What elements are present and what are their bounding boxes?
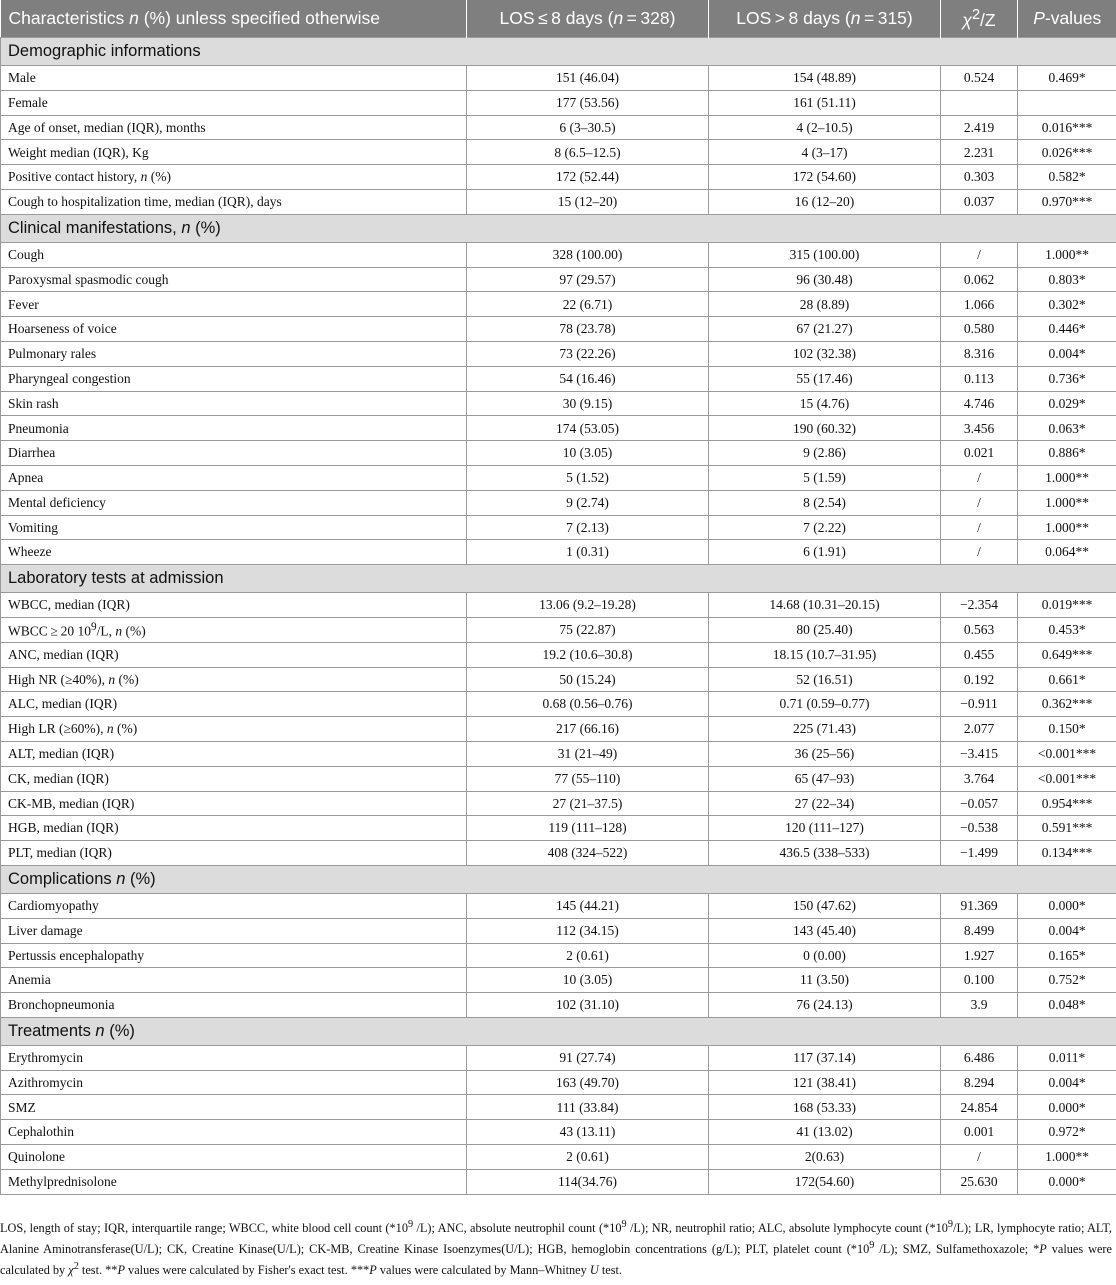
los-gt-8-cell: 172(54.60) bbox=[709, 1169, 941, 1194]
table-row bbox=[1, 741, 1116, 766]
los-gt-8-cell: 436.5 (338–533) bbox=[709, 841, 941, 866]
characteristic-cell: High LR (≥60%), n (%) bbox=[1, 717, 467, 742]
chi2-z-cell: 2.077 bbox=[941, 717, 1018, 742]
p-value-cell: 0.000* bbox=[1018, 893, 1116, 918]
table-row bbox=[1, 968, 1116, 993]
los-le-8-cell: 91 (27.74) bbox=[467, 1045, 709, 1070]
table-row bbox=[1, 816, 1116, 841]
los-gt-8-cell: 0 (0.00) bbox=[709, 943, 941, 968]
los-le-8-cell: 145 (44.21) bbox=[467, 893, 709, 918]
p-value-cell: 0.011* bbox=[1018, 1045, 1116, 1070]
chi2-z-cell: / bbox=[941, 515, 1018, 540]
table-row bbox=[1, 1045, 1116, 1070]
los-gt-8-cell: 161 (51.11) bbox=[709, 90, 941, 115]
characteristic-cell: WBCC, median (IQR) bbox=[1, 593, 467, 618]
characteristic-cell: Weight median (IQR), Kg bbox=[1, 140, 467, 165]
characteristic-cell: ANC, median (IQR) bbox=[1, 642, 467, 667]
chi2-z-cell: 0.524 bbox=[941, 66, 1018, 91]
table-row bbox=[1, 617, 1116, 642]
chi2-z-cell: 3.764 bbox=[941, 766, 1018, 791]
chi2-z-cell: 2.419 bbox=[941, 115, 1018, 140]
p-value-cell bbox=[1018, 90, 1116, 115]
characteristic-cell: HGB, median (IQR) bbox=[1, 816, 467, 841]
los-gt-8-cell: 168 (53.33) bbox=[709, 1095, 941, 1120]
los-gt-8-cell: 7 (2.22) bbox=[709, 515, 941, 540]
los-gt-8-cell: 14.68 (10.31–20.15) bbox=[709, 593, 941, 618]
los-le-8-cell: 172 (52.44) bbox=[467, 165, 709, 190]
p-value-cell: 0.649*** bbox=[1018, 642, 1116, 667]
header-los-gt-8: LOS > 8 days (n = 315) bbox=[709, 0, 941, 38]
chi2-z-cell: 1.066 bbox=[941, 292, 1018, 317]
section-title: Treatments n (%) bbox=[1, 1017, 1116, 1045]
los-le-8-cell: 6 (3–30.5) bbox=[467, 115, 709, 140]
table-header-row bbox=[1, 0, 1116, 38]
section-header-row bbox=[1, 38, 1116, 66]
p-value-cell: 0.063* bbox=[1018, 416, 1116, 441]
chi2-z-cell: 25.630 bbox=[941, 1169, 1018, 1194]
table-row bbox=[1, 66, 1116, 91]
p-value-cell: 0.591*** bbox=[1018, 816, 1116, 841]
table-row bbox=[1, 993, 1116, 1018]
los-gt-8-cell: 9 (2.86) bbox=[709, 441, 941, 466]
section-header-row bbox=[1, 865, 1116, 893]
table-row bbox=[1, 341, 1116, 366]
los-gt-8-cell: 41 (13.02) bbox=[709, 1120, 941, 1145]
chi2-z-cell: 0.580 bbox=[941, 317, 1018, 342]
los-le-8-cell: 30 (9.15) bbox=[467, 391, 709, 416]
table-row bbox=[1, 515, 1116, 540]
los-le-8-cell: 15 (12–20) bbox=[467, 189, 709, 214]
los-le-8-cell: 151 (46.04) bbox=[467, 66, 709, 91]
p-value-cell: 0.469* bbox=[1018, 66, 1116, 91]
p-value-cell: 0.803* bbox=[1018, 267, 1116, 292]
chi2-z-cell: 0.192 bbox=[941, 667, 1018, 692]
characteristic-cell: Age of onset, median (IQR), months bbox=[1, 115, 467, 140]
table-row bbox=[1, 1120, 1116, 1145]
los-le-8-cell: 177 (53.56) bbox=[467, 90, 709, 115]
los-le-8-cell: 31 (21–49) bbox=[467, 741, 709, 766]
p-value-cell: <0.001*** bbox=[1018, 766, 1116, 791]
los-gt-8-cell: 121 (38.41) bbox=[709, 1070, 941, 1095]
chi2-z-cell: 8.294 bbox=[941, 1070, 1018, 1095]
characteristic-cell: Bronchopneumonia bbox=[1, 993, 467, 1018]
chi2-z-cell: 0.303 bbox=[941, 165, 1018, 190]
los-gt-8-cell: 55 (17.46) bbox=[709, 366, 941, 391]
los-gt-8-cell: 18.15 (10.7–31.95) bbox=[709, 642, 941, 667]
table-row bbox=[1, 766, 1116, 791]
los-le-8-cell: 217 (66.16) bbox=[467, 717, 709, 742]
table-row bbox=[1, 115, 1116, 140]
section-header-row bbox=[1, 1017, 1116, 1045]
characteristic-cell: CK-MB, median (IQR) bbox=[1, 791, 467, 816]
p-value-cell: 0.165* bbox=[1018, 943, 1116, 968]
section-header-row bbox=[1, 565, 1116, 593]
p-value-cell: 0.134*** bbox=[1018, 841, 1116, 866]
los-gt-8-cell: 102 (32.38) bbox=[709, 341, 941, 366]
header-p-values: P-values bbox=[1018, 0, 1116, 38]
los-gt-8-cell: 190 (60.32) bbox=[709, 416, 941, 441]
los-gt-8-cell: 5 (1.59) bbox=[709, 465, 941, 490]
characteristic-cell: Diarrhea bbox=[1, 441, 467, 466]
characteristic-cell: Cardiomyopathy bbox=[1, 893, 467, 918]
characteristic-cell: Pulmonary rales bbox=[1, 341, 467, 366]
table-row bbox=[1, 317, 1116, 342]
chi2-z-cell: / bbox=[941, 490, 1018, 515]
table-row bbox=[1, 165, 1116, 190]
characteristic-cell: Fever bbox=[1, 292, 467, 317]
characteristic-cell: Mental deficiency bbox=[1, 490, 467, 515]
los-le-8-cell: 50 (15.24) bbox=[467, 667, 709, 692]
chi2-z-cell: 91.369 bbox=[941, 893, 1018, 918]
los-le-8-cell: 119 (111–128) bbox=[467, 816, 709, 841]
chi2-z-cell: 0.113 bbox=[941, 366, 1018, 391]
header-chi2-z: $\chi^2/Z$ bbox=[941, 0, 1018, 38]
los-le-8-cell: 8 (6.5–12.5) bbox=[467, 140, 709, 165]
chi2-z-cell: 1.927 bbox=[941, 943, 1018, 968]
los-gt-8-cell: 4 (3–17) bbox=[709, 140, 941, 165]
los-le-8-cell: 10 (3.05) bbox=[467, 968, 709, 993]
table-row bbox=[1, 667, 1116, 692]
chi2-z-cell: −1.499 bbox=[941, 841, 1018, 866]
table-row bbox=[1, 1070, 1116, 1095]
table-row bbox=[1, 943, 1116, 968]
los-le-8-cell: 78 (23.78) bbox=[467, 317, 709, 342]
p-value-cell: 0.000* bbox=[1018, 1095, 1116, 1120]
p-value-cell: 0.954*** bbox=[1018, 791, 1116, 816]
table-row bbox=[1, 1169, 1116, 1194]
los-gt-8-cell: 27 (22–34) bbox=[709, 791, 941, 816]
chi2-z-cell: 0.037 bbox=[941, 189, 1018, 214]
characteristic-cell: Pharyngeal congestion bbox=[1, 366, 467, 391]
table-row bbox=[1, 490, 1116, 515]
p-value-cell: 0.736* bbox=[1018, 366, 1116, 391]
characteristic-cell: ALT, median (IQR) bbox=[1, 741, 467, 766]
los-gt-8-cell: 52 (16.51) bbox=[709, 667, 941, 692]
los-le-8-cell: 27 (21–37.5) bbox=[467, 791, 709, 816]
chi2-z-cell: 0.563 bbox=[941, 617, 1018, 642]
los-le-8-cell: 75 (22.87) bbox=[467, 617, 709, 642]
characteristic-cell: Azithromycin bbox=[1, 1070, 467, 1095]
header-los-le-8: LOS ≤ 8 days (n = 328) bbox=[467, 0, 709, 38]
los-le-8-cell: 111 (33.84) bbox=[467, 1095, 709, 1120]
los-le-8-cell: 19.2 (10.6–30.8) bbox=[467, 642, 709, 667]
characteristic-cell: Liver damage bbox=[1, 918, 467, 943]
chi2-z-cell: 2.231 bbox=[941, 140, 1018, 165]
characteristic-cell: Skin rash bbox=[1, 391, 467, 416]
p-value-cell: 0.004* bbox=[1018, 1070, 1116, 1095]
table-row bbox=[1, 893, 1116, 918]
los-gt-8-cell: 80 (25.40) bbox=[709, 617, 941, 642]
p-value-cell: 0.886* bbox=[1018, 441, 1116, 466]
table-row bbox=[1, 717, 1116, 742]
table-footnote: LOS, length of stay; IQR, interquartile range; WBCC, white blood cell count ($*10^9$ /L); ANC, absolute neutrophil count ($*10^9$ /L); NR, neutrophil ratio; ALC, absolute lymphocyte count $(*10^9/L)$; LR, lymphocyte ratio; ALT, Alanine Aminotransferase(U/L); CK, Creatine Kinase(U/L); CK-MB, Creatine Kinase Isoenzymes(U/L); HGB, hemoglobin concentrations (g/L); PLT, platelet count ($*10^9$ /L); SMZ, Sulfamethoxazole; *P values were calculated by $\chi^2$ test. **P values were calculated by Fisher's exact test. ***P values were calculated by Mann–Whitney U test. bbox=[0, 1219, 1112, 1278]
p-value-cell: 1.000** bbox=[1018, 242, 1116, 267]
characteristic-cell: Cough to hospitalization time, median (IQR), days bbox=[1, 189, 467, 214]
characteristic-cell: Male bbox=[1, 66, 467, 91]
header-characteristics: Characteristics n (%) unless specified otherwise bbox=[1, 0, 467, 38]
chi2-z-cell: 24.854 bbox=[941, 1095, 1018, 1120]
section-title: Demographic informations bbox=[1, 38, 1116, 66]
characteristic-cell: Hoarseness of voice bbox=[1, 317, 467, 342]
table-row bbox=[1, 292, 1116, 317]
p-value-cell: 0.972* bbox=[1018, 1120, 1116, 1145]
chi2-z-cell: / bbox=[941, 1145, 1018, 1170]
table-row bbox=[1, 465, 1116, 490]
los-le-8-cell: 22 (6.71) bbox=[467, 292, 709, 317]
los-gt-8-cell: 15 (4.76) bbox=[709, 391, 941, 416]
table-row bbox=[1, 791, 1116, 816]
p-value-cell: 0.453* bbox=[1018, 617, 1116, 642]
p-value-cell: 0.446* bbox=[1018, 317, 1116, 342]
characteristic-cell: Paroxysmal spasmodic cough bbox=[1, 267, 467, 292]
los-gt-8-cell: 117 (37.14) bbox=[709, 1045, 941, 1070]
los-gt-8-cell: 120 (111–127) bbox=[709, 816, 941, 841]
los-le-8-cell: 163 (49.70) bbox=[467, 1070, 709, 1095]
chi2-z-cell bbox=[941, 90, 1018, 115]
chi2-z-cell: 3.9 bbox=[941, 993, 1018, 1018]
los-gt-8-cell: 172 (54.60) bbox=[709, 165, 941, 190]
los-gt-8-cell: 315 (100.00) bbox=[709, 242, 941, 267]
los-le-8-cell: 43 (13.11) bbox=[467, 1120, 709, 1145]
los-le-8-cell: 77 (55–110) bbox=[467, 766, 709, 791]
los-le-8-cell: 7 (2.13) bbox=[467, 515, 709, 540]
los-le-8-cell: 10 (3.05) bbox=[467, 441, 709, 466]
los-le-8-cell: 408 (324–522) bbox=[467, 841, 709, 866]
chi2-z-cell: −0.538 bbox=[941, 816, 1018, 841]
chi2-z-cell: / bbox=[941, 242, 1018, 267]
los-gt-8-cell: 6 (1.91) bbox=[709, 540, 941, 565]
section-title: Complications n (%) bbox=[1, 865, 1116, 893]
p-value-cell: 0.970*** bbox=[1018, 189, 1116, 214]
characteristic-cell: Anemia bbox=[1, 968, 467, 993]
chi2-z-cell: 0.021 bbox=[941, 441, 1018, 466]
p-value-cell: 0.362*** bbox=[1018, 692, 1116, 717]
los-gt-8-cell: 225 (71.43) bbox=[709, 717, 941, 742]
table-row bbox=[1, 366, 1116, 391]
p-value-cell: 0.302* bbox=[1018, 292, 1116, 317]
los-le-8-cell: 97 (29.57) bbox=[467, 267, 709, 292]
table-row bbox=[1, 642, 1116, 667]
characteristic-cell: Vomiting bbox=[1, 515, 467, 540]
chi2-z-cell: 0.062 bbox=[941, 267, 1018, 292]
los-gt-8-cell: 67 (21.27) bbox=[709, 317, 941, 342]
los-gt-8-cell: 36 (25–56) bbox=[709, 741, 941, 766]
p-value-cell: 0.019*** bbox=[1018, 593, 1116, 618]
p-value-cell: 0.000* bbox=[1018, 1169, 1116, 1194]
table-row bbox=[1, 242, 1116, 267]
los-le-8-cell: 5 (1.52) bbox=[467, 465, 709, 490]
los-gt-8-cell: 150 (47.62) bbox=[709, 893, 941, 918]
los-le-8-cell: 112 (34.15) bbox=[467, 918, 709, 943]
characteristic-cell: Positive contact history, n (%) bbox=[1, 165, 467, 190]
characteristic-cell: Quinolone bbox=[1, 1145, 467, 1170]
chi2-z-cell: 8.499 bbox=[941, 918, 1018, 943]
los-le-8-cell: 1 (0.31) bbox=[467, 540, 709, 565]
chi2-z-cell: 4.746 bbox=[941, 391, 1018, 416]
characteristic-cell: PLT, median (IQR) bbox=[1, 841, 467, 866]
table-row bbox=[1, 90, 1116, 115]
p-value-cell: 0.026*** bbox=[1018, 140, 1116, 165]
section-title: Clinical manifestations, n (%) bbox=[1, 214, 1116, 242]
table-row bbox=[1, 841, 1116, 866]
los-le-8-cell: 102 (31.10) bbox=[467, 993, 709, 1018]
characteristic-cell: WBCC ≥ 20 $10^9/L$, n (%) bbox=[1, 617, 467, 642]
chi2-z-cell: 0.001 bbox=[941, 1120, 1018, 1145]
chi2-z-cell: 0.455 bbox=[941, 642, 1018, 667]
los-le-8-cell: 174 (53.05) bbox=[467, 416, 709, 441]
characteristic-cell: Erythromycin bbox=[1, 1045, 467, 1070]
characteristic-cell: Wheeze bbox=[1, 540, 467, 565]
chi2-z-cell: −0.057 bbox=[941, 791, 1018, 816]
table-row bbox=[1, 189, 1116, 214]
p-value-cell: 0.752* bbox=[1018, 968, 1116, 993]
chi2-z-cell: 3.456 bbox=[941, 416, 1018, 441]
p-value-cell: <0.001*** bbox=[1018, 741, 1116, 766]
chi2-z-cell: −0.911 bbox=[941, 692, 1018, 717]
table-row bbox=[1, 1095, 1116, 1120]
los-le-8-cell: 73 (22.26) bbox=[467, 341, 709, 366]
los-gt-8-cell: 76 (24.13) bbox=[709, 993, 941, 1018]
los-gt-8-cell: 28 (8.89) bbox=[709, 292, 941, 317]
chi2-z-cell: 0.100 bbox=[941, 968, 1018, 993]
characteristic-cell: Female bbox=[1, 90, 467, 115]
chi2-z-cell: / bbox=[941, 465, 1018, 490]
chi2-z-cell: / bbox=[941, 540, 1018, 565]
characteristic-cell: ALC, median (IQR) bbox=[1, 692, 467, 717]
p-value-cell: 0.048* bbox=[1018, 993, 1116, 1018]
table-row bbox=[1, 1145, 1116, 1170]
p-value-cell: 0.029* bbox=[1018, 391, 1116, 416]
table-row bbox=[1, 540, 1116, 565]
p-value-cell: 1.000** bbox=[1018, 1145, 1116, 1170]
los-gt-8-cell: 0.71 (0.59–0.77) bbox=[709, 692, 941, 717]
section-title: Laboratory tests at admission bbox=[1, 565, 1116, 593]
chi2-z-cell: 6.486 bbox=[941, 1045, 1018, 1070]
los-le-8-cell: 2 (0.61) bbox=[467, 1145, 709, 1170]
los-gt-8-cell: 11 (3.50) bbox=[709, 968, 941, 993]
los-le-8-cell: 9 (2.74) bbox=[467, 490, 709, 515]
characteristic-cell: Cephalothin bbox=[1, 1120, 467, 1145]
characteristic-cell: Apnea bbox=[1, 465, 467, 490]
los-gt-8-cell: 154 (48.89) bbox=[709, 66, 941, 91]
los-gt-8-cell: 65 (47–93) bbox=[709, 766, 941, 791]
table-row bbox=[1, 692, 1116, 717]
p-value-cell: 0.064** bbox=[1018, 540, 1116, 565]
los-gt-8-cell: 4 (2–10.5) bbox=[709, 115, 941, 140]
los-gt-8-cell: 16 (12–20) bbox=[709, 189, 941, 214]
table-row bbox=[1, 416, 1116, 441]
characteristic-cell: Pneumonia bbox=[1, 416, 467, 441]
los-gt-8-cell: 2(0.63) bbox=[709, 1145, 941, 1170]
table-row bbox=[1, 267, 1116, 292]
chi2-z-cell: −2.354 bbox=[941, 593, 1018, 618]
table-row bbox=[1, 441, 1116, 466]
los-le-8-cell: 328 (100.00) bbox=[467, 242, 709, 267]
table-row bbox=[1, 391, 1116, 416]
los-gt-8-cell: 96 (30.48) bbox=[709, 267, 941, 292]
section-header-row bbox=[1, 214, 1116, 242]
characteristic-cell: Pertussis encephalopathy bbox=[1, 943, 467, 968]
table-row bbox=[1, 593, 1116, 618]
characteristic-cell: High NR (≥40%), n (%) bbox=[1, 667, 467, 692]
los-le-8-cell: 54 (16.46) bbox=[467, 366, 709, 391]
los-le-8-cell: 13.06 (9.2–19.28) bbox=[467, 593, 709, 618]
p-value-cell: 0.582* bbox=[1018, 165, 1116, 190]
table-row bbox=[1, 140, 1116, 165]
los-le-8-cell: 114(34.76) bbox=[467, 1169, 709, 1194]
p-value-cell: 0.016*** bbox=[1018, 115, 1116, 140]
characteristic-cell: SMZ bbox=[1, 1095, 467, 1120]
chi2-z-cell: −3.415 bbox=[941, 741, 1018, 766]
p-value-cell: 1.000** bbox=[1018, 515, 1116, 540]
p-value-cell: 0.004* bbox=[1018, 341, 1116, 366]
los-le-8-cell: 2 (0.61) bbox=[467, 943, 709, 968]
los-le-8-cell: 0.68 (0.56–0.76) bbox=[467, 692, 709, 717]
characteristic-cell: Cough bbox=[1, 242, 467, 267]
los-gt-8-cell: 8 (2.54) bbox=[709, 490, 941, 515]
p-value-cell: 1.000** bbox=[1018, 465, 1116, 490]
chi2-z-cell: 8.316 bbox=[941, 341, 1018, 366]
characteristic-cell: CK, median (IQR) bbox=[1, 766, 467, 791]
p-value-cell: 0.004* bbox=[1018, 918, 1116, 943]
p-value-cell: 0.661* bbox=[1018, 667, 1116, 692]
los-gt-8-cell: 143 (45.40) bbox=[709, 918, 941, 943]
characteristic-cell: Methylprednisolone bbox=[1, 1169, 467, 1194]
p-value-cell: 1.000** bbox=[1018, 490, 1116, 515]
p-value-cell: 0.150* bbox=[1018, 717, 1116, 742]
table-row bbox=[1, 918, 1116, 943]
